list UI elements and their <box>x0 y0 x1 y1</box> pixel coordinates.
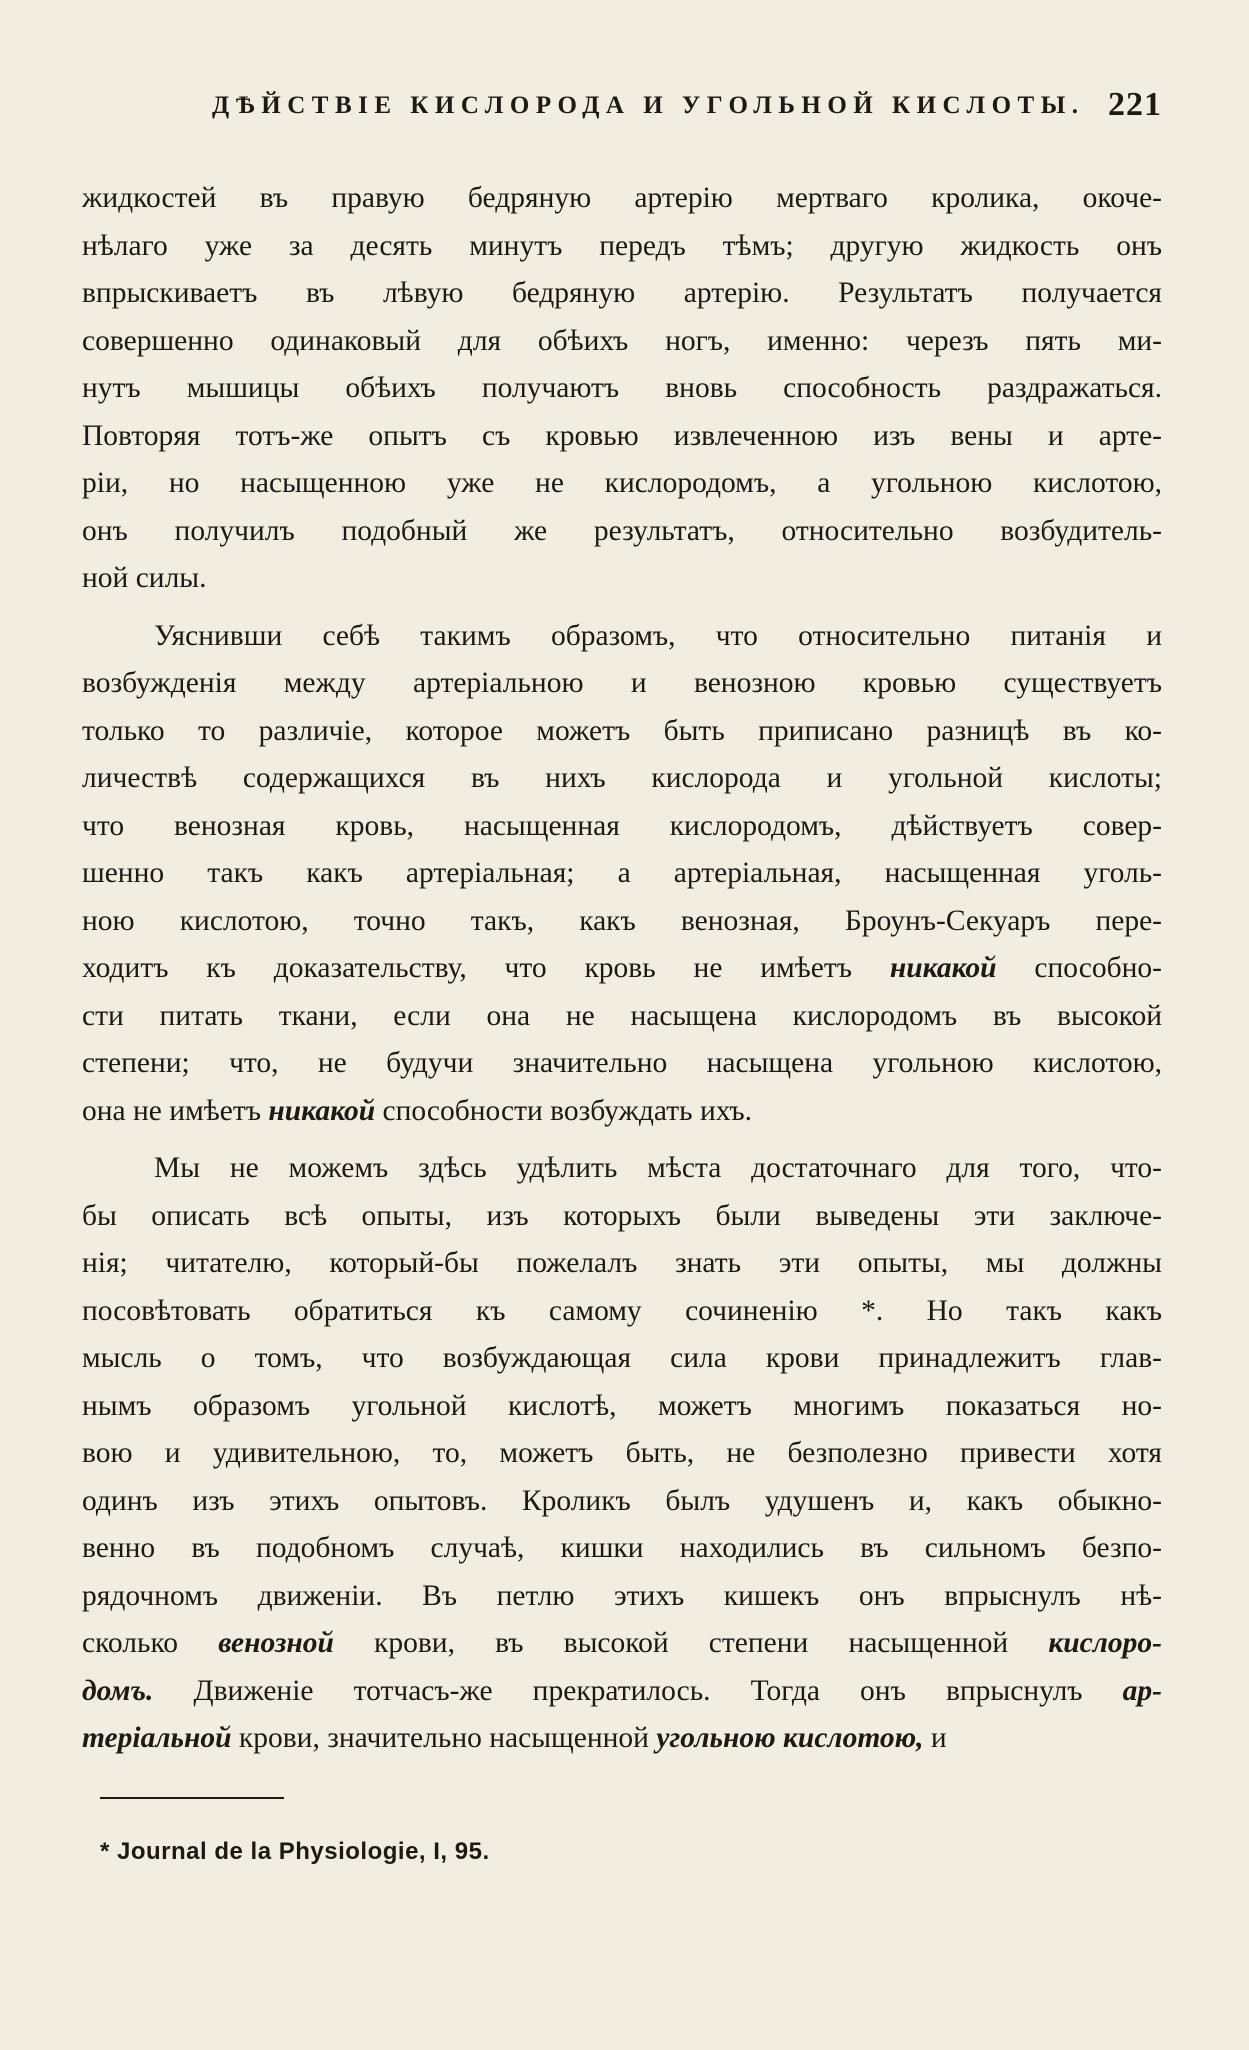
text-line: только то различіе, которое можетъ быть приписано разницѣ въ ко- <box>82 714 1162 747</box>
body-text <box>82 175 1162 1763</box>
text-line: степени; что, не будучи значительно насыщена угольною кислотою, <box>82 1047 1162 1079</box>
paragraph-gap <box>82 1135 1162 1145</box>
text-line: бы описать всѣ опыты, изъ которыхъ были выведены эти заключе- <box>82 1199 1162 1232</box>
text-line: что венозная кровь, насыщенная кислородомъ, дѣйствуетъ совер- <box>82 809 1162 842</box>
italic-emphasis: никакой <box>889 952 997 984</box>
italic-emphasis: домъ. <box>82 1674 154 1707</box>
text-line: посовѣтовать обратиться къ самому сочиненію *. Но такъ какъ <box>82 1294 1162 1327</box>
text-line: Повторяя тотъ-же опытъ съ кровью извлеченною изъ вены и арте- <box>82 419 1162 452</box>
text-line: венно въ подобномъ случаѣ, кишки находились въ сильномъ безпо- <box>82 1532 1162 1564</box>
text-line: Уяснивши себѣ такимъ образомъ, что относительно питанія и <box>154 619 1162 652</box>
running-head-title: ДѢЙСТВІЕ КИСЛОРОДА И УГОЛЬНОЙ КИСЛОТЫ. <box>212 92 1085 119</box>
text-line: мысль о томъ, что возбуждающая сила крови принадлежитъ глав- <box>82 1342 1162 1374</box>
italic-emphasis: венозной <box>218 1627 334 1659</box>
text-line: Мы не можемъ здѣсь удѣлить мѣста достаточнаго для того, что- <box>154 1152 1162 1184</box>
italic-emphasis: кислоро- <box>1048 1627 1162 1659</box>
text-line: теріальной крови, значительно насыщенной угольною кислотою, и <box>82 1722 947 1754</box>
running-head <box>82 86 1162 132</box>
text-line: вою и удивительною, то, можетъ быть, не безполезно привести хотя <box>82 1437 1162 1469</box>
text-line: ходитъ къ доказательству, что кровь не имѣетъ никакой способно- <box>82 952 1162 984</box>
footnote: * Journal de la Physiologie, I, 95. <box>100 1838 490 1865</box>
text-line: личествѣ содержащихся въ нихъ кислорода и угольной кислоты; <box>82 762 1162 794</box>
text-line: сколько венозной крови, въ высокой степени насыщенной кислоро- <box>82 1627 1162 1659</box>
italic-emphasis: теріальной <box>82 1722 232 1754</box>
italic-emphasis: ар- <box>1122 1674 1162 1707</box>
text-line: совершенно одинаковый для обѣихъ ногъ, именно: черезъ пять ми- <box>82 324 1162 357</box>
text-line: возбужденія между артеріальною и венозною кровью существуетъ <box>82 667 1162 699</box>
text-line: нія; читателю, который-бы пожелалъ знать эти опыты, мы должны <box>82 1247 1162 1279</box>
text-line: ріи, но насыщенною уже не кислородомъ, а угольною кислотою, <box>82 467 1162 499</box>
paragraph <box>82 1145 1162 1763</box>
text-line: нутъ мышицы обѣихъ получаютъ вновь способность раздражаться. <box>82 372 1162 404</box>
text-line: нѣлаго уже за десять минутъ передъ тѣмъ; другую жидкость онъ <box>82 229 1162 262</box>
text-line: впрыскиваетъ въ лѣвую бедряную артерію. Результатъ получается <box>82 277 1162 309</box>
text-line: ною кислотою, точно такъ, какъ венозная, Броунъ-Секуаръ пере- <box>82 904 1162 937</box>
text-line: нымъ образомъ угольной кислотѣ, можетъ многимъ показаться но- <box>82 1389 1162 1422</box>
page-number: 221 <box>1108 86 1162 123</box>
text-line: жидкостей въ правую бедряную артерію мертваго кролика, окоче- <box>82 182 1162 214</box>
text-line: рядочномъ движеніи. Въ петлю этихъ кишекъ онъ впрыснулъ нѣ- <box>82 1579 1162 1612</box>
text-line: онъ получилъ подобный же результатъ, относительно возбудитель- <box>82 514 1162 547</box>
text-line: сти питать ткани, если она не насыщена кислородомъ въ высокой <box>82 999 1162 1032</box>
text-line: она не имѣетъ никакой способности возбуждать ихъ. <box>82 1094 752 1127</box>
text-line: ной силы. <box>82 562 207 594</box>
text-line: шенно такъ какъ артеріальная; а артеріальная, насыщенная уголь- <box>82 857 1162 889</box>
footnote-rule <box>100 1797 284 1799</box>
italic-emphasis: никакой <box>268 1094 376 1127</box>
text-line: одинъ изъ этихъ опытовъ. Кроликъ былъ удушенъ и, какъ обыкно- <box>82 1484 1162 1517</box>
text-line: домъ. Движеніе тотчасъ-же прекратилось. Тогда онъ впрыснулъ ар- <box>82 1674 1162 1707</box>
italic-emphasis: угольною кислотою, <box>656 1722 924 1754</box>
paragraph-gap <box>82 603 1162 613</box>
paragraph <box>82 613 1162 1136</box>
paragraph <box>82 175 1162 603</box>
